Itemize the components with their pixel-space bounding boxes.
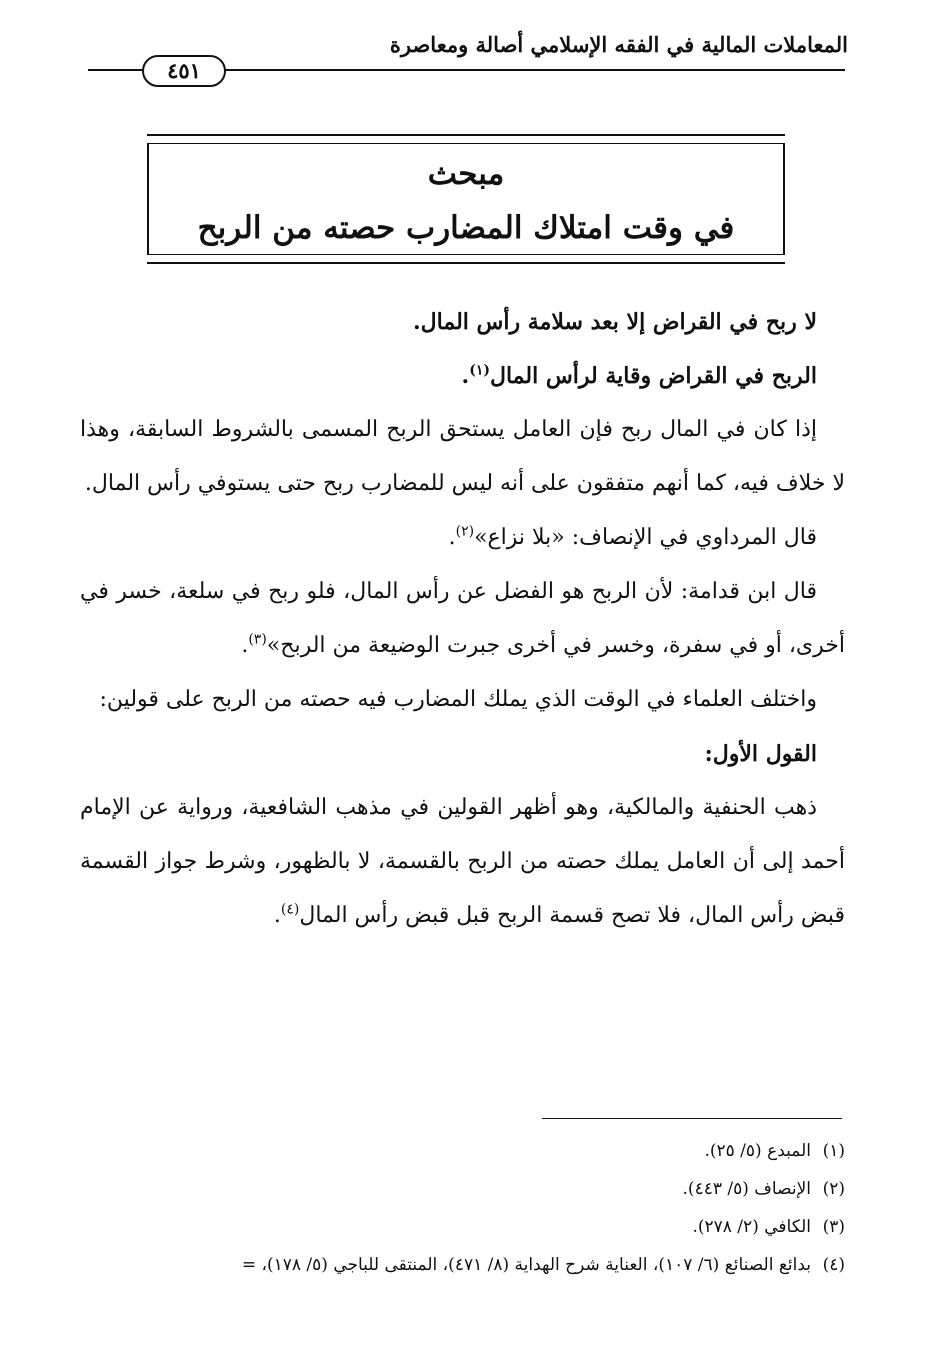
rule-1-text: لا ربح في القراض إلا بعد سلامة رأس المال. bbox=[413, 309, 817, 335]
footnote-text: الإنصاف (٥/ ٤٤٣). bbox=[682, 1179, 811, 1199]
running-header-title: المعاملات المالية في الفقه الإسلامي أصالة ومعاصرة bbox=[389, 32, 848, 57]
footnote-ref-1[interactable]: (١) bbox=[469, 362, 490, 379]
footnote-item bbox=[80, 1132, 845, 1170]
footnote-separator bbox=[542, 1118, 842, 1119]
section-title-box bbox=[147, 134, 785, 264]
paragraph-3 bbox=[80, 565, 845, 673]
paragraph-5-end: . bbox=[273, 903, 281, 928]
rule-statement-2 bbox=[80, 349, 845, 403]
footnote-ref-3[interactable]: (٣) bbox=[248, 631, 267, 648]
footnote-item bbox=[80, 1208, 845, 1246]
rule-2-text: الربح في القراض وقاية لرأس المال bbox=[489, 363, 817, 389]
paragraph-2-text: قال المرداوي في الإنصاف: «بلا نزاع» bbox=[474, 525, 817, 550]
footnote-number: (١) bbox=[822, 1141, 845, 1161]
paragraph-5 bbox=[80, 781, 845, 943]
footnote-ref-4[interactable]: (٤) bbox=[280, 901, 300, 918]
paragraph-2 bbox=[80, 511, 845, 565]
footnotes bbox=[80, 1132, 845, 1284]
paragraph-4 bbox=[80, 673, 845, 727]
subheading-text: القول الأول: bbox=[704, 741, 817, 767]
paragraph-1-text: إذا كان في المال ربح فإن العامل يستحق الربح المسمى بالشروط السابقة، وهذا لا خلاف فيه، كما أنهم متفقون على أنه ليس للمضارب ربح حتى يستوفي رأس المال. bbox=[80, 417, 845, 496]
footnote-ref-2[interactable]: (٢) bbox=[455, 523, 475, 540]
footnote-number: (٤) bbox=[822, 1255, 845, 1275]
footnote-text: الكافي (٢/ ٢٧٨). bbox=[692, 1217, 811, 1237]
footnote-text: المبدع (٥/ ٢٥). bbox=[704, 1141, 811, 1161]
paragraph-3-end: . bbox=[241, 633, 249, 658]
section-title: في وقت امتلاك المضارب حصته من الربح bbox=[197, 210, 735, 246]
rule-statement-1 bbox=[80, 295, 845, 349]
footnote-text: بدائع الصنائع (٦/ ١٠٧)، العناية شرح الهداية (٨/ ٤٧١)، المنتقى للباجي (٥/ ١٧٨)، = bbox=[241, 1255, 811, 1275]
body-text bbox=[80, 295, 845, 943]
subheading-first-opinion bbox=[80, 727, 845, 781]
page-number-badge: ٤٥١ bbox=[142, 55, 226, 87]
paragraph-5-text: ذهب الحنفية والمالكية، وهو أظهر القولين في مذهب الشافعية، ورواية عن الإمام أحمد إلى أن العامل يملك حصته من الربح بالقسمة، لا بالظهور، وشرط جواز القسمة قبض رأس المال، فلا تصح قسمة الربح قبل قبض رأس المال bbox=[80, 795, 845, 928]
rule-2-end: . bbox=[461, 363, 470, 389]
footnote-number: (٣) bbox=[822, 1217, 845, 1237]
paragraph-2-end: . bbox=[448, 525, 456, 550]
paragraph-1 bbox=[80, 403, 845, 511]
section-label: مبحث bbox=[427, 156, 505, 192]
paragraph-4-text: واختلف العلماء في الوقت الذي يملك المضارب فيه حصته من الربح على قولين: bbox=[99, 687, 817, 712]
footnote-item bbox=[80, 1170, 845, 1208]
footnote-number: (٢) bbox=[822, 1179, 845, 1199]
paragraph-3-text: قال ابن قدامة: لأن الربح هو الفضل عن رأس المال، فلو ربح في سلعة، خسر في أخرى، أو في سفرة، وخسر في أخرى جبرت الوضيعة من الربح» bbox=[80, 579, 845, 658]
footnote-item bbox=[80, 1246, 845, 1284]
